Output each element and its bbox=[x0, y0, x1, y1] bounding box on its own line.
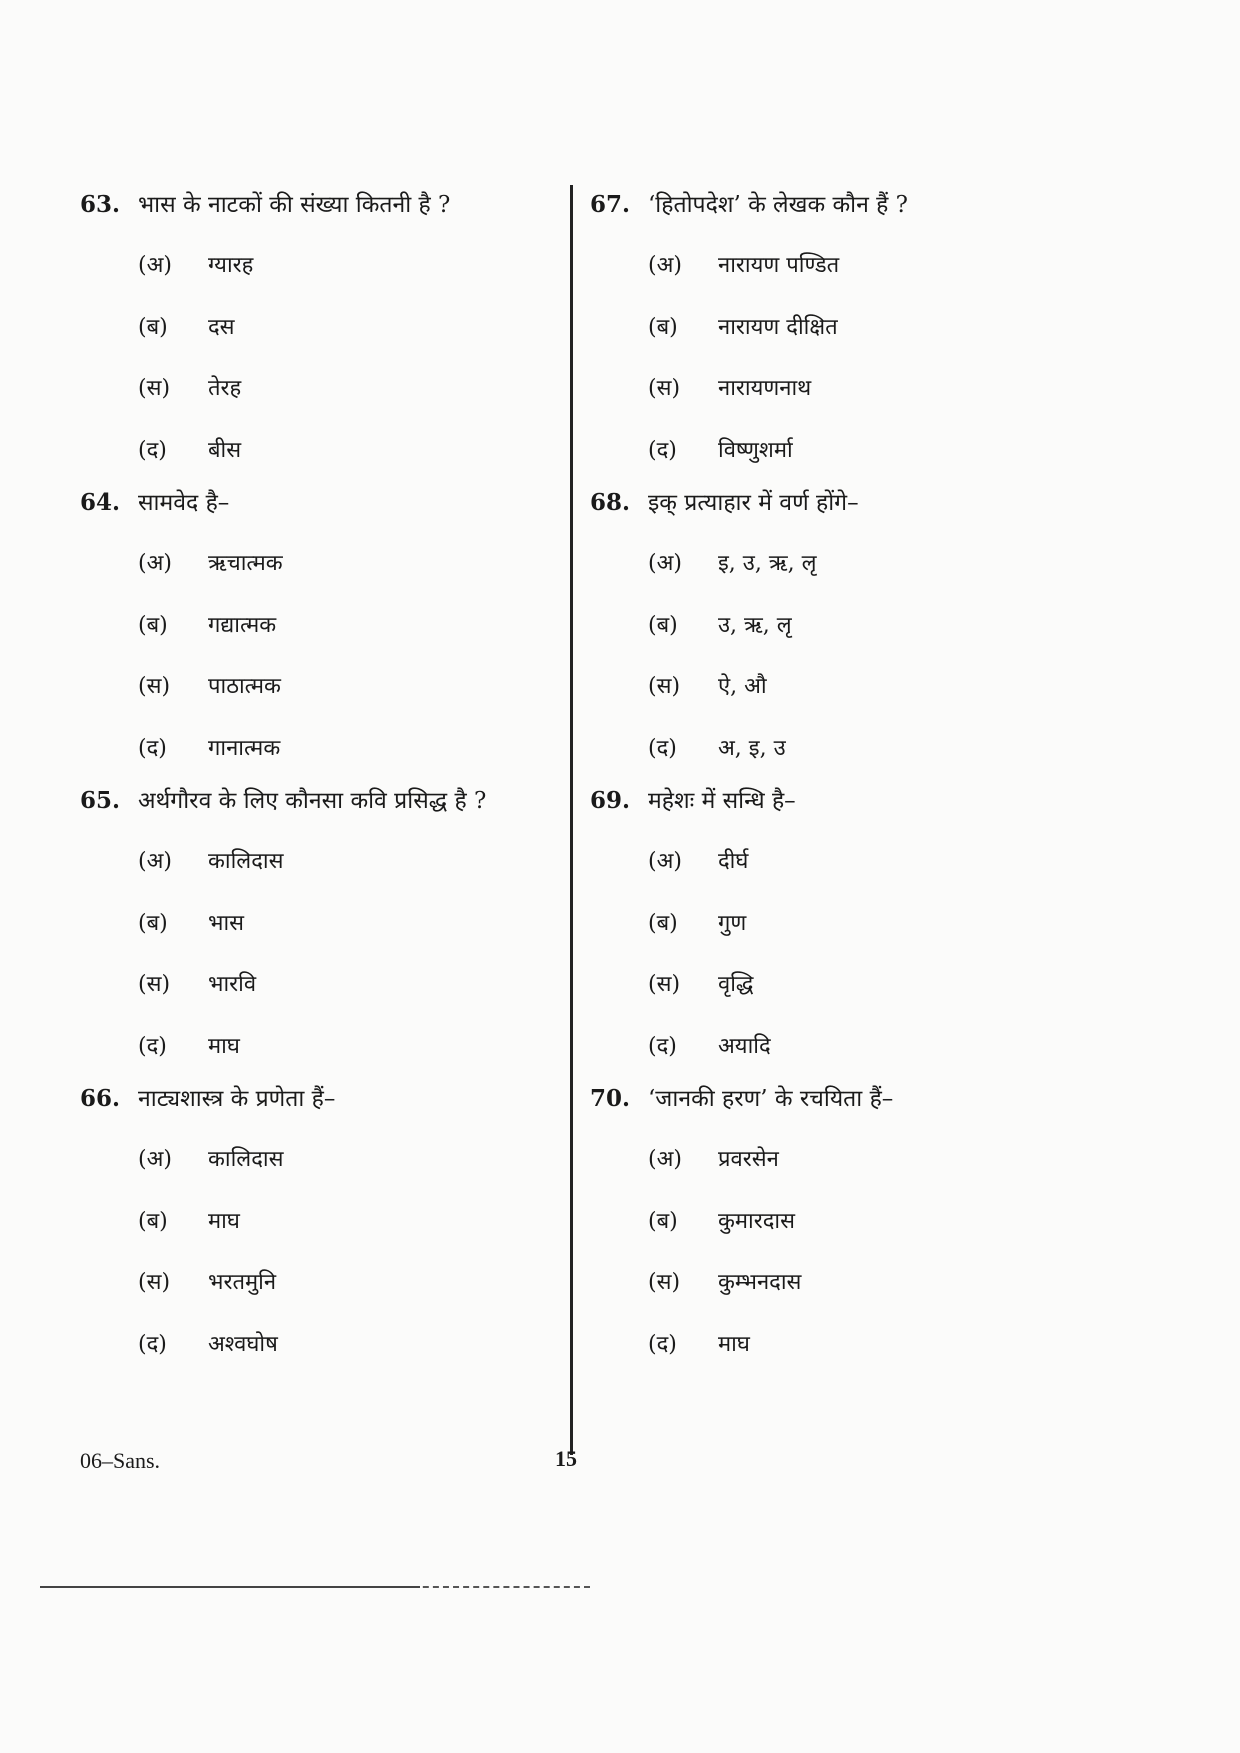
option-item bbox=[80, 405, 580, 467]
question-stem bbox=[590, 786, 1090, 816]
question-63 bbox=[80, 190, 580, 466]
option-text: नारायणनाथ bbox=[718, 376, 812, 401]
option-item bbox=[590, 220, 1090, 282]
bottom-rule-solid bbox=[40, 1586, 420, 1588]
option-label: (द) bbox=[648, 735, 677, 761]
option-label: (द) bbox=[138, 735, 167, 761]
question-67 bbox=[590, 190, 1090, 466]
option-label: (ब) bbox=[138, 910, 168, 936]
question-68 bbox=[590, 488, 1090, 764]
question-text: सामवेद है– bbox=[138, 490, 230, 516]
option-item bbox=[590, 518, 1090, 580]
option-item bbox=[590, 343, 1090, 405]
option-item bbox=[80, 878, 580, 940]
option-label: (स) bbox=[138, 376, 171, 401]
option-item bbox=[590, 580, 1090, 642]
option-text: कालिदास bbox=[208, 849, 284, 874]
option-label: (स) bbox=[648, 674, 681, 699]
option-item bbox=[590, 816, 1090, 878]
option-item bbox=[590, 1299, 1090, 1361]
question-stem bbox=[80, 786, 580, 816]
option-text: गद्यात्मक bbox=[208, 612, 277, 638]
option-label: (अ) bbox=[648, 253, 682, 278]
option-item bbox=[590, 641, 1090, 703]
options-list bbox=[80, 1114, 580, 1360]
option-text: ऋचात्मक bbox=[208, 551, 283, 576]
option-text: नारायण दीक्षित bbox=[718, 314, 838, 340]
option-text: अयादि bbox=[718, 1033, 771, 1059]
question-stem bbox=[590, 1084, 1090, 1114]
option-text: अ, इ, उ bbox=[718, 735, 786, 761]
question-65 bbox=[80, 786, 580, 1062]
options-list bbox=[80, 518, 580, 764]
option-item bbox=[80, 282, 580, 344]
question-stem bbox=[80, 488, 580, 518]
option-label: (द) bbox=[138, 1331, 167, 1357]
option-text: गानात्मक bbox=[208, 735, 281, 761]
options-list bbox=[80, 220, 580, 466]
option-item bbox=[80, 1299, 580, 1361]
option-item bbox=[80, 703, 580, 765]
question-text: नाट्यशास्त्र के प्रणेता हैं– bbox=[138, 1086, 336, 1112]
question-69 bbox=[590, 786, 1090, 1062]
options-list bbox=[590, 518, 1090, 764]
option-label: (स) bbox=[138, 1270, 171, 1295]
option-label: (ब) bbox=[138, 612, 168, 638]
question-number: 64. bbox=[80, 489, 121, 516]
option-text: कुमारदास bbox=[718, 1208, 796, 1234]
option-text: गुण bbox=[718, 910, 747, 936]
option-text: ऐ, औ bbox=[718, 674, 767, 699]
option-label: (अ) bbox=[138, 551, 172, 576]
options-list bbox=[590, 1114, 1090, 1360]
option-label: (स) bbox=[138, 972, 171, 997]
question-text: इक् प्रत्याहार में वर्ण होंगे– bbox=[648, 490, 859, 516]
option-text: भास bbox=[208, 910, 245, 936]
option-label: (ब) bbox=[648, 612, 678, 638]
option-label: (द) bbox=[138, 1033, 167, 1059]
question-number: 70. bbox=[590, 1085, 631, 1112]
question-70 bbox=[590, 1084, 1090, 1360]
question-text: अर्थगौरव के लिए कौनसा कवि प्रसिद्ध है ? bbox=[138, 788, 487, 814]
option-label: (स) bbox=[138, 674, 171, 699]
question-text: भास के नाटकों की संख्या कितनी है ? bbox=[138, 192, 451, 218]
option-item bbox=[80, 1001, 580, 1063]
option-item bbox=[590, 1114, 1090, 1176]
option-item bbox=[590, 878, 1090, 940]
option-item bbox=[590, 1237, 1090, 1299]
option-label: (द) bbox=[648, 1331, 677, 1357]
left-column bbox=[80, 190, 580, 1360]
option-item bbox=[590, 703, 1090, 765]
option-text: इ, उ, ऋ, लृ bbox=[718, 551, 817, 576]
option-label: (अ) bbox=[138, 253, 172, 278]
option-label: (ब) bbox=[648, 1208, 678, 1234]
option-text: भरतमुनि bbox=[208, 1270, 277, 1295]
option-item bbox=[80, 343, 580, 405]
question-number: 66. bbox=[80, 1085, 121, 1112]
question-number: 69. bbox=[590, 787, 631, 814]
option-text: विष्णुशर्मा bbox=[718, 437, 793, 463]
option-text: बीस bbox=[208, 437, 242, 463]
question-number: 63. bbox=[80, 191, 121, 218]
option-text: नारायण पण्डित bbox=[718, 253, 840, 278]
option-label: (द) bbox=[138, 437, 167, 463]
option-text: भारवि bbox=[208, 972, 257, 997]
option-item bbox=[590, 282, 1090, 344]
option-item bbox=[80, 518, 580, 580]
option-text: अश्वघोष bbox=[208, 1331, 278, 1357]
option-text: पाठात्मक bbox=[208, 674, 281, 699]
option-label: (अ) bbox=[138, 849, 172, 874]
option-label: (ब) bbox=[138, 314, 168, 340]
option-text: कालिदास bbox=[208, 1147, 284, 1172]
option-label: (स) bbox=[648, 972, 681, 997]
option-text: ग्यारह bbox=[208, 253, 254, 278]
options-list bbox=[590, 816, 1090, 1062]
question-stem bbox=[590, 190, 1090, 220]
option-label: (अ) bbox=[138, 1147, 172, 1172]
option-label: (स) bbox=[648, 1270, 681, 1295]
question-66 bbox=[80, 1084, 580, 1360]
option-label: (द) bbox=[648, 1033, 677, 1059]
option-item bbox=[80, 1114, 580, 1176]
option-text: तेरह bbox=[208, 376, 242, 401]
question-number: 67. bbox=[590, 191, 631, 218]
option-item bbox=[590, 1001, 1090, 1063]
page-number: 15 bbox=[555, 1446, 577, 1471]
question-stem bbox=[590, 488, 1090, 518]
column-divider bbox=[570, 185, 573, 1455]
right-column bbox=[590, 190, 1090, 1360]
option-item bbox=[80, 580, 580, 642]
option-label: (अ) bbox=[648, 551, 682, 576]
option-item bbox=[80, 1237, 580, 1299]
question-number: 65. bbox=[80, 787, 121, 814]
option-text: दीर्घ bbox=[718, 849, 749, 874]
option-label: (द) bbox=[648, 437, 677, 463]
question-text: ‘हितोपदेश’ के लेखक कौन हैं ? bbox=[648, 192, 908, 218]
option-text: दस bbox=[208, 314, 235, 340]
option-item bbox=[80, 220, 580, 282]
option-text: वृद्धि bbox=[718, 972, 754, 997]
option-item bbox=[80, 816, 580, 878]
option-label: (ब) bbox=[138, 1208, 168, 1234]
options-list bbox=[590, 220, 1090, 466]
option-item bbox=[590, 939, 1090, 1001]
question-stem bbox=[80, 190, 580, 220]
paper-code: 06–Sans. bbox=[80, 1448, 161, 1473]
question-number: 68. bbox=[590, 489, 631, 516]
question-text: ‘जानकी हरण’ के रचयिता हैं– bbox=[648, 1086, 894, 1112]
question-text: महेशः में सन्धि है– bbox=[648, 788, 796, 814]
option-text: माघ bbox=[718, 1331, 750, 1357]
question-64 bbox=[80, 488, 580, 764]
option-label: (ब) bbox=[648, 910, 678, 936]
option-text: माघ bbox=[208, 1033, 240, 1059]
option-text: उ, ऋ, लृ bbox=[718, 612, 792, 638]
option-label: (अ) bbox=[648, 1147, 682, 1172]
option-text: प्रवरसेन bbox=[718, 1147, 779, 1172]
option-text: कुम्भनदास bbox=[718, 1270, 802, 1295]
option-item bbox=[590, 1176, 1090, 1238]
option-text: माघ bbox=[208, 1208, 240, 1234]
option-item bbox=[80, 939, 580, 1001]
option-label: (ब) bbox=[648, 314, 678, 340]
option-label: (स) bbox=[648, 376, 681, 401]
option-item bbox=[590, 405, 1090, 467]
option-item bbox=[80, 641, 580, 703]
option-item bbox=[80, 1176, 580, 1238]
option-label: (अ) bbox=[648, 849, 682, 874]
question-stem bbox=[80, 1084, 580, 1114]
options-list bbox=[80, 816, 580, 1062]
